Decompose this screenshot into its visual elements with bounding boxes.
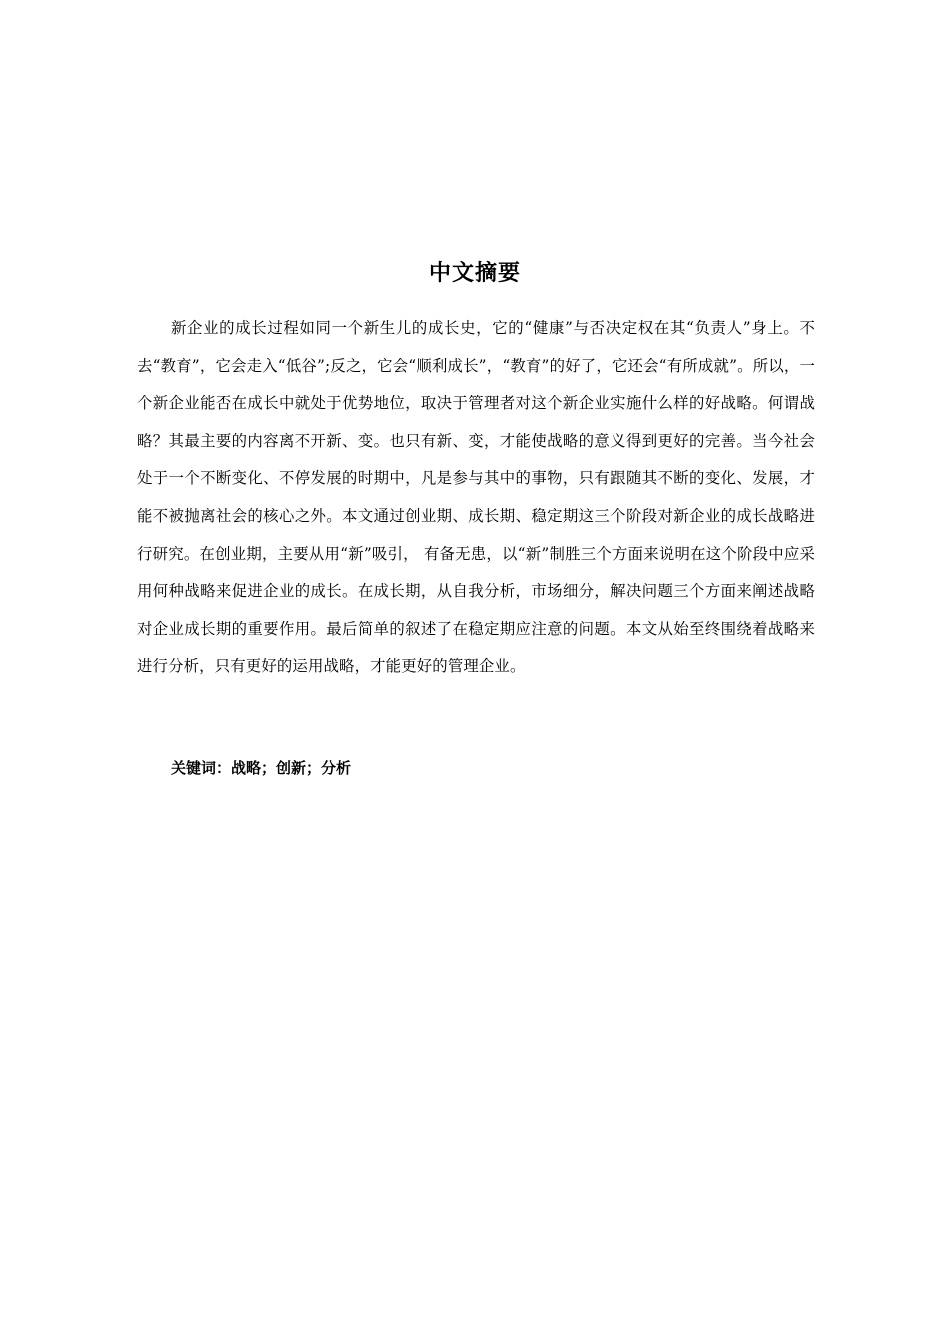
page-title: 中文摘要 — [428, 261, 521, 286]
abstract-paragraph: 新企业的成长过程如同一个新生儿的成长史，它的“健康”与否决定权在其“负责人”身上。不去“教育”，它会走入“低谷”;反之，它会“顺利成长”，“教育”的好了，它还会“有所成就”。所以，一个新企业能否在成长中就处于优势地位，取决于管理者对这个新企业实施什么样的好战略。何谓战略？其最主要的内容离不开新、变。也只有新、变，才能使战略的意义得到更好的完善。当今社会处于一个不断变化、不停发展的时期中，凡是参与其中的事物，只有跟随其不断的变化、发展，才能不被抛离社会的核心之外。本文通过创业期、成长期、稳定期这三个阶段对新企业的成长战略进行研究。在创业期，主要从用“新”吸引， 有备无患，以“新”制胜三个方面来说明在这个阶段中应采用何种战略来促进企业的成长。在成长期，从自我分析，市场细分，解决问题三个方面来阐述战略对企业成长期的重要作用。最后简单的叙述了在稳定期应注意的问题。本文从始至终围绕着战略来进行分析，只有更好的运用战略，才能更好的管理企业。 — [137, 319, 815, 676]
keywords-line: 关键词：战略；创新；分析 — [171, 759, 352, 777]
